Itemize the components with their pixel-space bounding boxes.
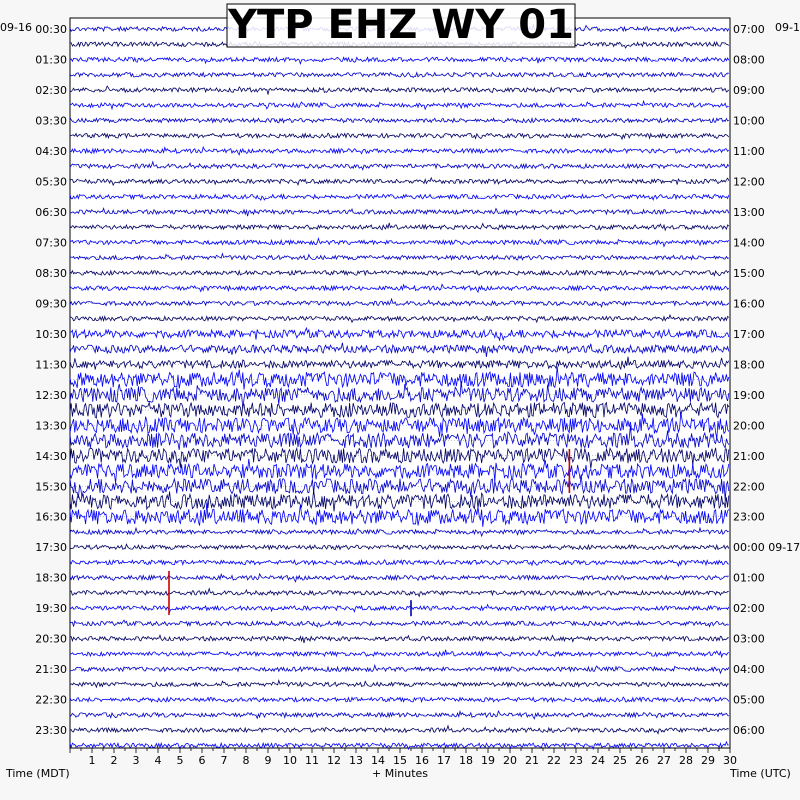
right-time-label: 01:00: [733, 571, 765, 585]
right-time-label: 18:00: [733, 358, 765, 372]
x-tick-label: 3: [132, 754, 140, 767]
x-tick-label: 28: [679, 754, 693, 767]
x-tick-label: 10: [283, 754, 297, 767]
right-time-label: 05:00: [733, 693, 765, 707]
right-time-label: 16:00: [733, 297, 765, 311]
right-time-label: 00:00 09-17: [733, 541, 800, 555]
left-time-label: 22:30: [35, 693, 67, 707]
left-time-label: 10:30: [35, 327, 67, 341]
right-time-label: 19:00: [733, 388, 765, 402]
left-time-label: 01:30: [35, 53, 67, 67]
right-time-label: 12:00: [733, 175, 765, 189]
chart-title: YTP EHZ WY 01: [228, 2, 574, 48]
x-tick-label: 4: [154, 754, 162, 767]
x-tick-label: 20: [503, 754, 517, 767]
right-date-label: 09-1: [775, 21, 800, 34]
right-time-label: 08:00: [733, 53, 765, 67]
x-tick-label: 22: [547, 754, 561, 767]
x-tick-label: 27: [657, 754, 671, 767]
left-time-label: 16:30: [35, 510, 67, 524]
x-tick-label: 13: [349, 754, 363, 767]
x-tick-label: 19: [481, 754, 495, 767]
left-time-label: 14:30: [35, 449, 67, 463]
x-tick-label: 24: [591, 754, 605, 767]
x-tick-label: 30: [723, 754, 737, 767]
left-time-label: 02:30: [35, 83, 67, 97]
right-time-label: 11:00: [733, 144, 765, 158]
x-axis-ticks: [70, 748, 737, 767]
left-time-labels: [35, 23, 67, 737]
left-time-label: 08:30: [35, 266, 67, 280]
x-tick-label: 12: [327, 754, 341, 767]
left-time-label: 03:30: [35, 114, 67, 128]
right-time-label: 15:00: [733, 266, 765, 280]
right-time-label: 02:00: [733, 602, 765, 616]
right-time-label: 04:00: [733, 663, 765, 677]
left-time-label: 21:30: [35, 663, 67, 677]
right-time-label: 21:00: [733, 449, 765, 463]
x-tick-label: 23: [569, 754, 583, 767]
x-tick-label: 25: [613, 754, 627, 767]
right-time-label: 06:00: [733, 724, 765, 738]
x-tick-label: 5: [176, 754, 184, 767]
left-time-label: 18:30: [35, 571, 67, 585]
right-time-label: 03:00: [733, 632, 765, 646]
left-time-label: 05:30: [35, 175, 67, 189]
left-axis-label: Time (MDT): [6, 767, 70, 780]
right-time-label: 09:00: [733, 83, 765, 97]
left-time-label: 20:30: [35, 632, 67, 646]
x-tick-label: 21: [525, 754, 539, 767]
x-tick-label: 14: [371, 754, 385, 767]
left-time-label: 13:30: [35, 419, 67, 433]
left-time-label: 00:30: [35, 23, 67, 36]
left-time-label: 11:30: [35, 358, 67, 372]
right-time-label: 17:00: [733, 327, 765, 341]
x-tick-label: 7: [220, 754, 228, 767]
x-tick-label: 2: [110, 754, 118, 767]
left-time-label: 19:30: [35, 602, 67, 616]
left-date-label: 09-16: [0, 21, 32, 34]
left-time-label: 12:30: [35, 388, 67, 402]
left-time-label: 06:30: [35, 205, 67, 219]
x-tick-label: 6: [198, 754, 206, 767]
right-time-label: 20:00: [733, 419, 765, 433]
right-time-label: 14:00: [733, 236, 765, 250]
right-time-labels: [733, 23, 800, 737]
right-time-label: 13:00: [733, 205, 765, 219]
x-tick-label: 16: [415, 754, 429, 767]
x-tick-label: 17: [437, 754, 451, 767]
left-time-label: 07:30: [35, 236, 67, 250]
right-axis-label: Time (UTC): [730, 767, 791, 780]
x-tick-label: 8: [242, 754, 250, 767]
left-time-label: 04:30: [35, 144, 67, 158]
x-axis-label: + Minutes: [371, 767, 429, 780]
right-time-label: 10:00: [733, 114, 765, 128]
x-tick-label: 9: [264, 754, 272, 767]
right-time-label: 22:00: [733, 480, 765, 494]
x-tick-label: 18: [459, 754, 473, 767]
left-time-label: 09:30: [35, 297, 67, 311]
left-time-label: 17:30: [35, 541, 67, 555]
x-tick-label: 11: [305, 754, 319, 767]
right-time-label: 23:00: [733, 510, 765, 524]
left-time-label: 23:30: [35, 724, 67, 738]
x-tick-label: 29: [701, 754, 715, 767]
x-tick-label: 1: [88, 754, 96, 767]
left-time-label: 15:30: [35, 480, 67, 494]
right-time-label: 07:00: [733, 23, 765, 36]
x-tick-label: 26: [635, 754, 649, 767]
x-tick-label: 15: [393, 754, 407, 767]
